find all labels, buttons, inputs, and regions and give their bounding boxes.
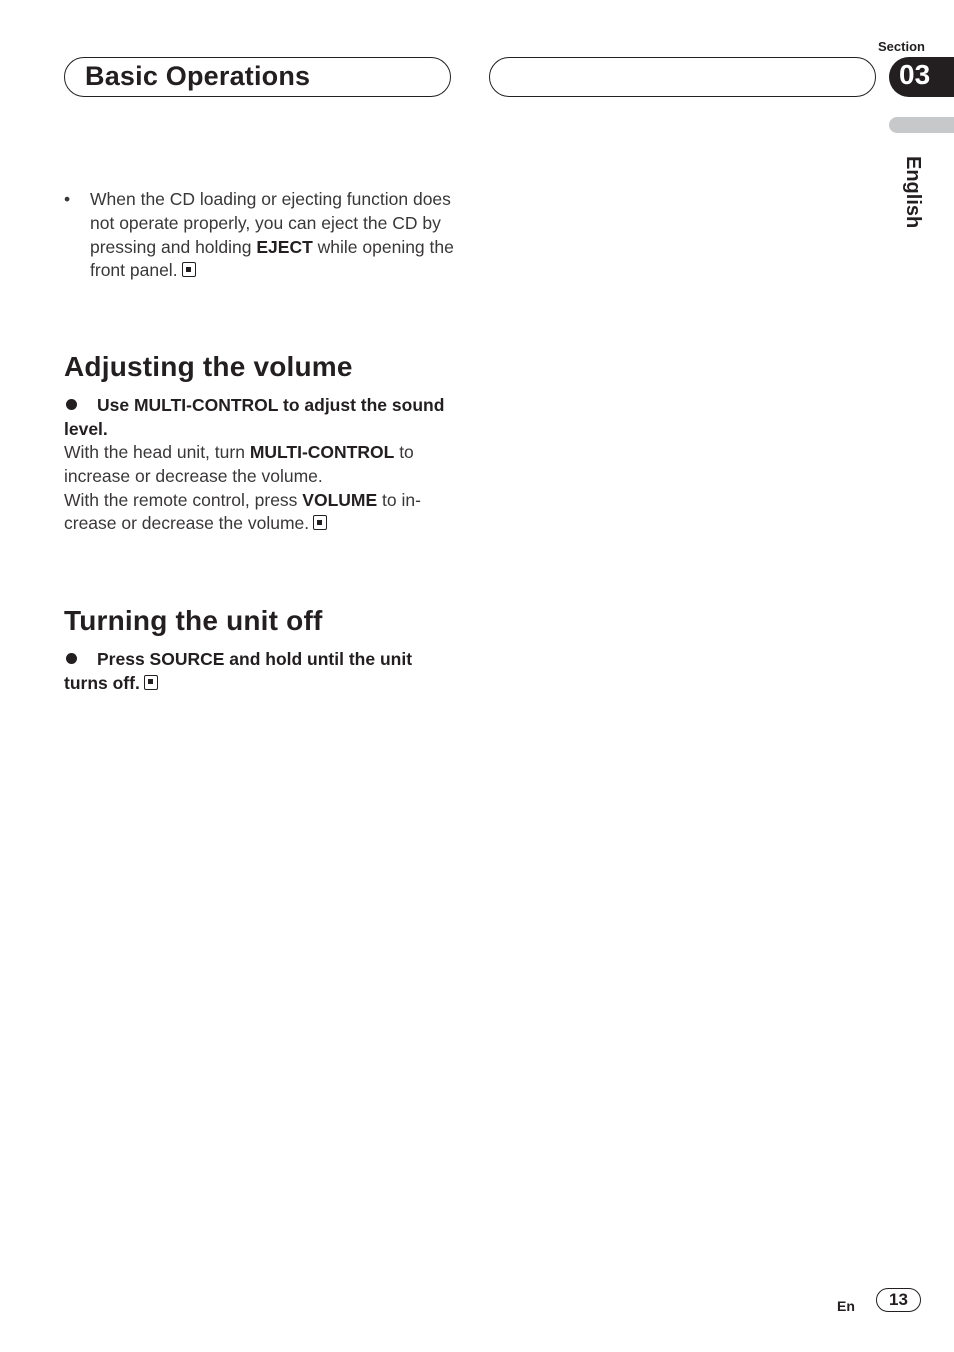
para2-end: crease or decrease the volume. <box>64 513 310 534</box>
footer-language-code: En <box>837 1298 855 1314</box>
multi-control-keyword: MULTI-CONTROL <box>249 442 395 462</box>
header-title-box <box>64 57 451 97</box>
para2-start: With the remote control, press <box>64 489 303 510</box>
note-text-start: When the CD loading or ejecting function does not operate properly, you can eject the CD by pressing and holding <box>90 189 451 257</box>
end-of-section-icon <box>182 262 196 277</box>
header-blank-box <box>489 57 876 97</box>
note-bullet: • <box>64 189 71 209</box>
page-number: 13 <box>876 1288 921 1312</box>
section-label: Section <box>878 39 925 54</box>
section-tab <box>889 57 954 97</box>
step-bullet-icon <box>66 399 77 410</box>
heading-adjusting-volume: Adjusting the volume <box>64 351 353 382</box>
note-text <box>90 188 464 283</box>
para1-start: With the head unit, turn <box>64 442 250 462</box>
volume-para-remote <box>64 489 454 537</box>
language-label: English <box>902 156 924 229</box>
note-item <box>64 188 464 283</box>
end-of-section-icon <box>313 515 327 530</box>
volume-step <box>64 394 454 442</box>
para1-end: to increase or decrease the volume. <box>64 442 414 486</box>
step-bullet-icon <box>66 653 77 664</box>
volume-step-text: Use MULTI-CONTROL to adjust the sound level. <box>64 395 445 439</box>
end-of-section-icon <box>144 675 158 690</box>
eject-keyword: EJECT <box>256 236 313 257</box>
language-tab <box>889 117 954 133</box>
note-text-end: while opening the front panel. <box>90 236 454 281</box>
volume-instructions <box>64 441 454 536</box>
volume-para-head-unit <box>64 441 454 489</box>
header-title: Basic Operations <box>85 61 311 91</box>
unit-off-step-text: Press SOURCE and hold until the unit turns off. <box>64 649 413 693</box>
unit-off-step <box>64 648 454 696</box>
section-number: 03 <box>899 59 931 90</box>
heading-turning-unit-off: Turning the unit off <box>64 605 323 636</box>
para2-mid: to in- <box>377 489 421 510</box>
volume-keyword: VOLUME <box>302 489 378 510</box>
